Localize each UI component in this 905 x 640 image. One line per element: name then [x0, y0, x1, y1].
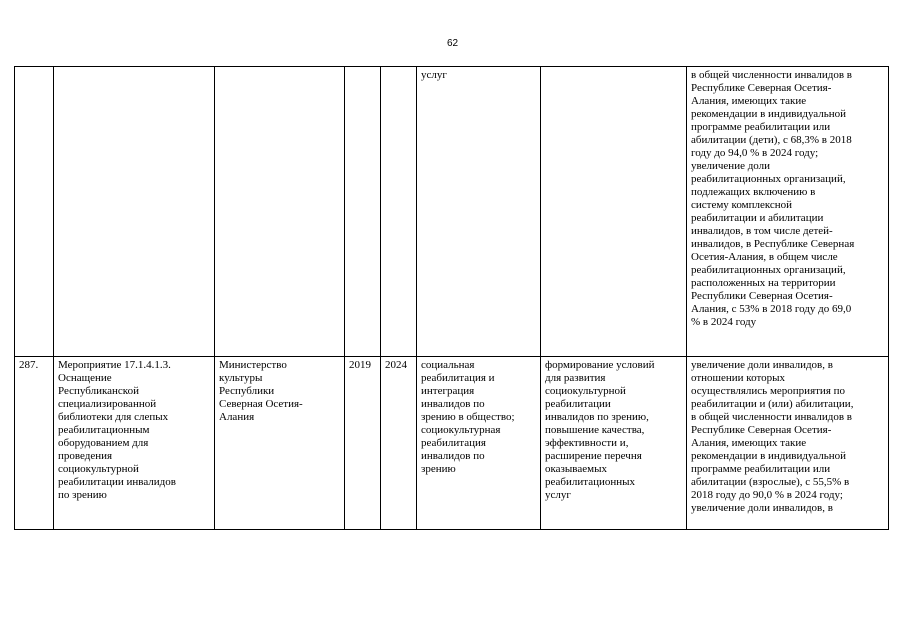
program-events-table	[14, 66, 889, 530]
event-name-cell: Мероприятие 17.1.4.1.3. Оснащение Республиканской специализированной библиотеки для слепых реабилитационным оборудованием для проведения социокультурной реабилитации инвалидов по зрению	[54, 357, 215, 530]
expected-result-cell: формирование условий для развития социокультурной реабилитации инвалидов по зрению, повышение качества, эффективности и, расширение перечня оказываемых реабилитационных услуг	[541, 357, 687, 530]
executor-cell: Министерство культуры Республики Северная Осетия- Алания	[215, 357, 345, 530]
end-year-cell: 2024	[381, 357, 417, 530]
start-year-cell: 2019	[345, 357, 381, 530]
indicators-cell: в общей численности инвалидов в Республике Северная Осетия- Алания, имеющих такие рекомендации в индивидуальной программе реабилитации или абилитации (дети), с 68,3% в 2018 году до 94,0 % в 2024 году; увеличение доли реабилитационных организаций, подлежащих включению в систему комплексной реабилитации и абилитации инвалидов, в том числе детей- инвалидов, в Республике Северная Осетия-Алания, в общем числе реабилитационных организаций, расположенных на территории Республики Северная Осетия- Алания, с 53% в 2018 году до 69,0 % в 2024 году	[687, 67, 889, 357]
row-number-cell	[15, 67, 54, 357]
direction-cell: услуг	[417, 67, 541, 357]
indicators-cell: увеличение доли инвалидов, в отношении которых осуществлялись мероприятия по реабилитации и (или) абилитации, в общей численности инвалидов в Республике Северная Осетия- Алания, имеющих такие рекомендации в индивидуальной программе реабилитации или абилитации (взрослые), с 55,5% в 2018 году до 90,0 % в 2024 году; увеличение доли инвалидов, в	[687, 357, 889, 530]
executor-cell	[215, 67, 345, 357]
table-row	[15, 67, 889, 357]
event-name-cell	[54, 67, 215, 357]
row-number-cell: 287.	[15, 357, 54, 530]
page-number: 62	[446, 38, 459, 49]
table-row	[15, 357, 889, 530]
expected-result-cell	[541, 67, 687, 357]
direction-cell: социальная реабилитация и интеграция инвалидов по зрению в общество; социокультурная реабилитация инвалидов по зрению	[417, 357, 541, 530]
start-year-cell	[345, 67, 381, 357]
end-year-cell	[381, 67, 417, 357]
